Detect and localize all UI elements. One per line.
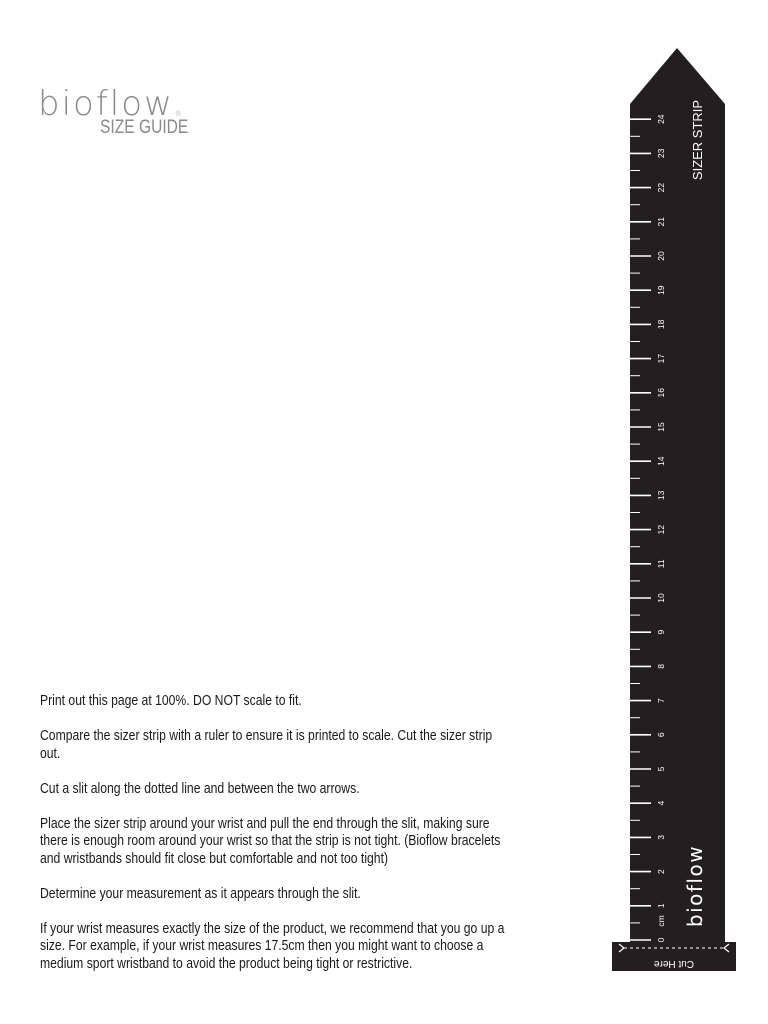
scale-label: 3 [656,835,666,840]
scale-label: 12 [656,524,666,535]
scale-label: 20 [656,251,666,261]
instruction-size-up: If your wrist measures exactly the size of the product, we recommend that you go up a size. For example, if your wrist measures 17.5cm then you might want to choose a medium sport wristband to avoid the product being tight or restrictive. [40,920,505,972]
scale-label: 22 [656,182,666,193]
scale-label: 5 [656,766,666,772]
logo-text: bioflow [38,84,174,124]
page-title: SIZE GUIDE [100,117,189,138]
scale-label: 19 [656,285,666,295]
scale-label: 8 [656,664,666,669]
scale-label: 21 [656,217,666,227]
scale-label: 10 [656,593,666,603]
scale-label: 24 [656,114,666,124]
scale-label: 11 [656,559,666,569]
sizer-strip-title: SIZER STRIP [690,99,705,181]
scale-label: 15 [656,422,666,432]
scale-unit-label: cm [656,915,666,927]
instruction-cut-slit: Cut a slit along the dotted line and between the two arrows. [40,780,360,797]
scale-label: 13 [656,490,666,501]
instruction-place: Place the sizer strip around your wrist and pull the end through the slit, making sure there is enough room around your wrist so that the strip is not tight. (Bioflow bracelets and wristbands should fit close but comfortable and not too tight) [40,815,501,867]
scale-label: 1 [656,903,666,909]
instruction-compare: Compare the sizer strip with a ruler to ensure it is printed to scale. Cut the sizer strip out. [40,728,493,762]
instruction-print: Print out this page at 100%. DO NOT scale to fit. [40,693,302,709]
scale-label: 9 [656,629,666,635]
scale-label: 7 [656,698,666,703]
scale-label: 2 [656,869,666,874]
scale-label: 4 [656,800,666,806]
sizer-strip-logo: bioflow [683,844,707,928]
scale-label: 17 [656,353,666,364]
scale-label: 16 [656,388,666,398]
instruction-determine: Determine your measurement as it appears through the slit. [40,885,361,902]
scale-label: 23 [656,148,666,159]
cut-here-label: Cut Here [653,958,695,969]
scale-label: 0 [656,937,666,943]
registered-mark: ® [174,110,184,118]
scale-label: 6 [656,732,666,738]
scale-label: 18 [656,319,666,330]
scale-label: 14 [656,456,666,466]
